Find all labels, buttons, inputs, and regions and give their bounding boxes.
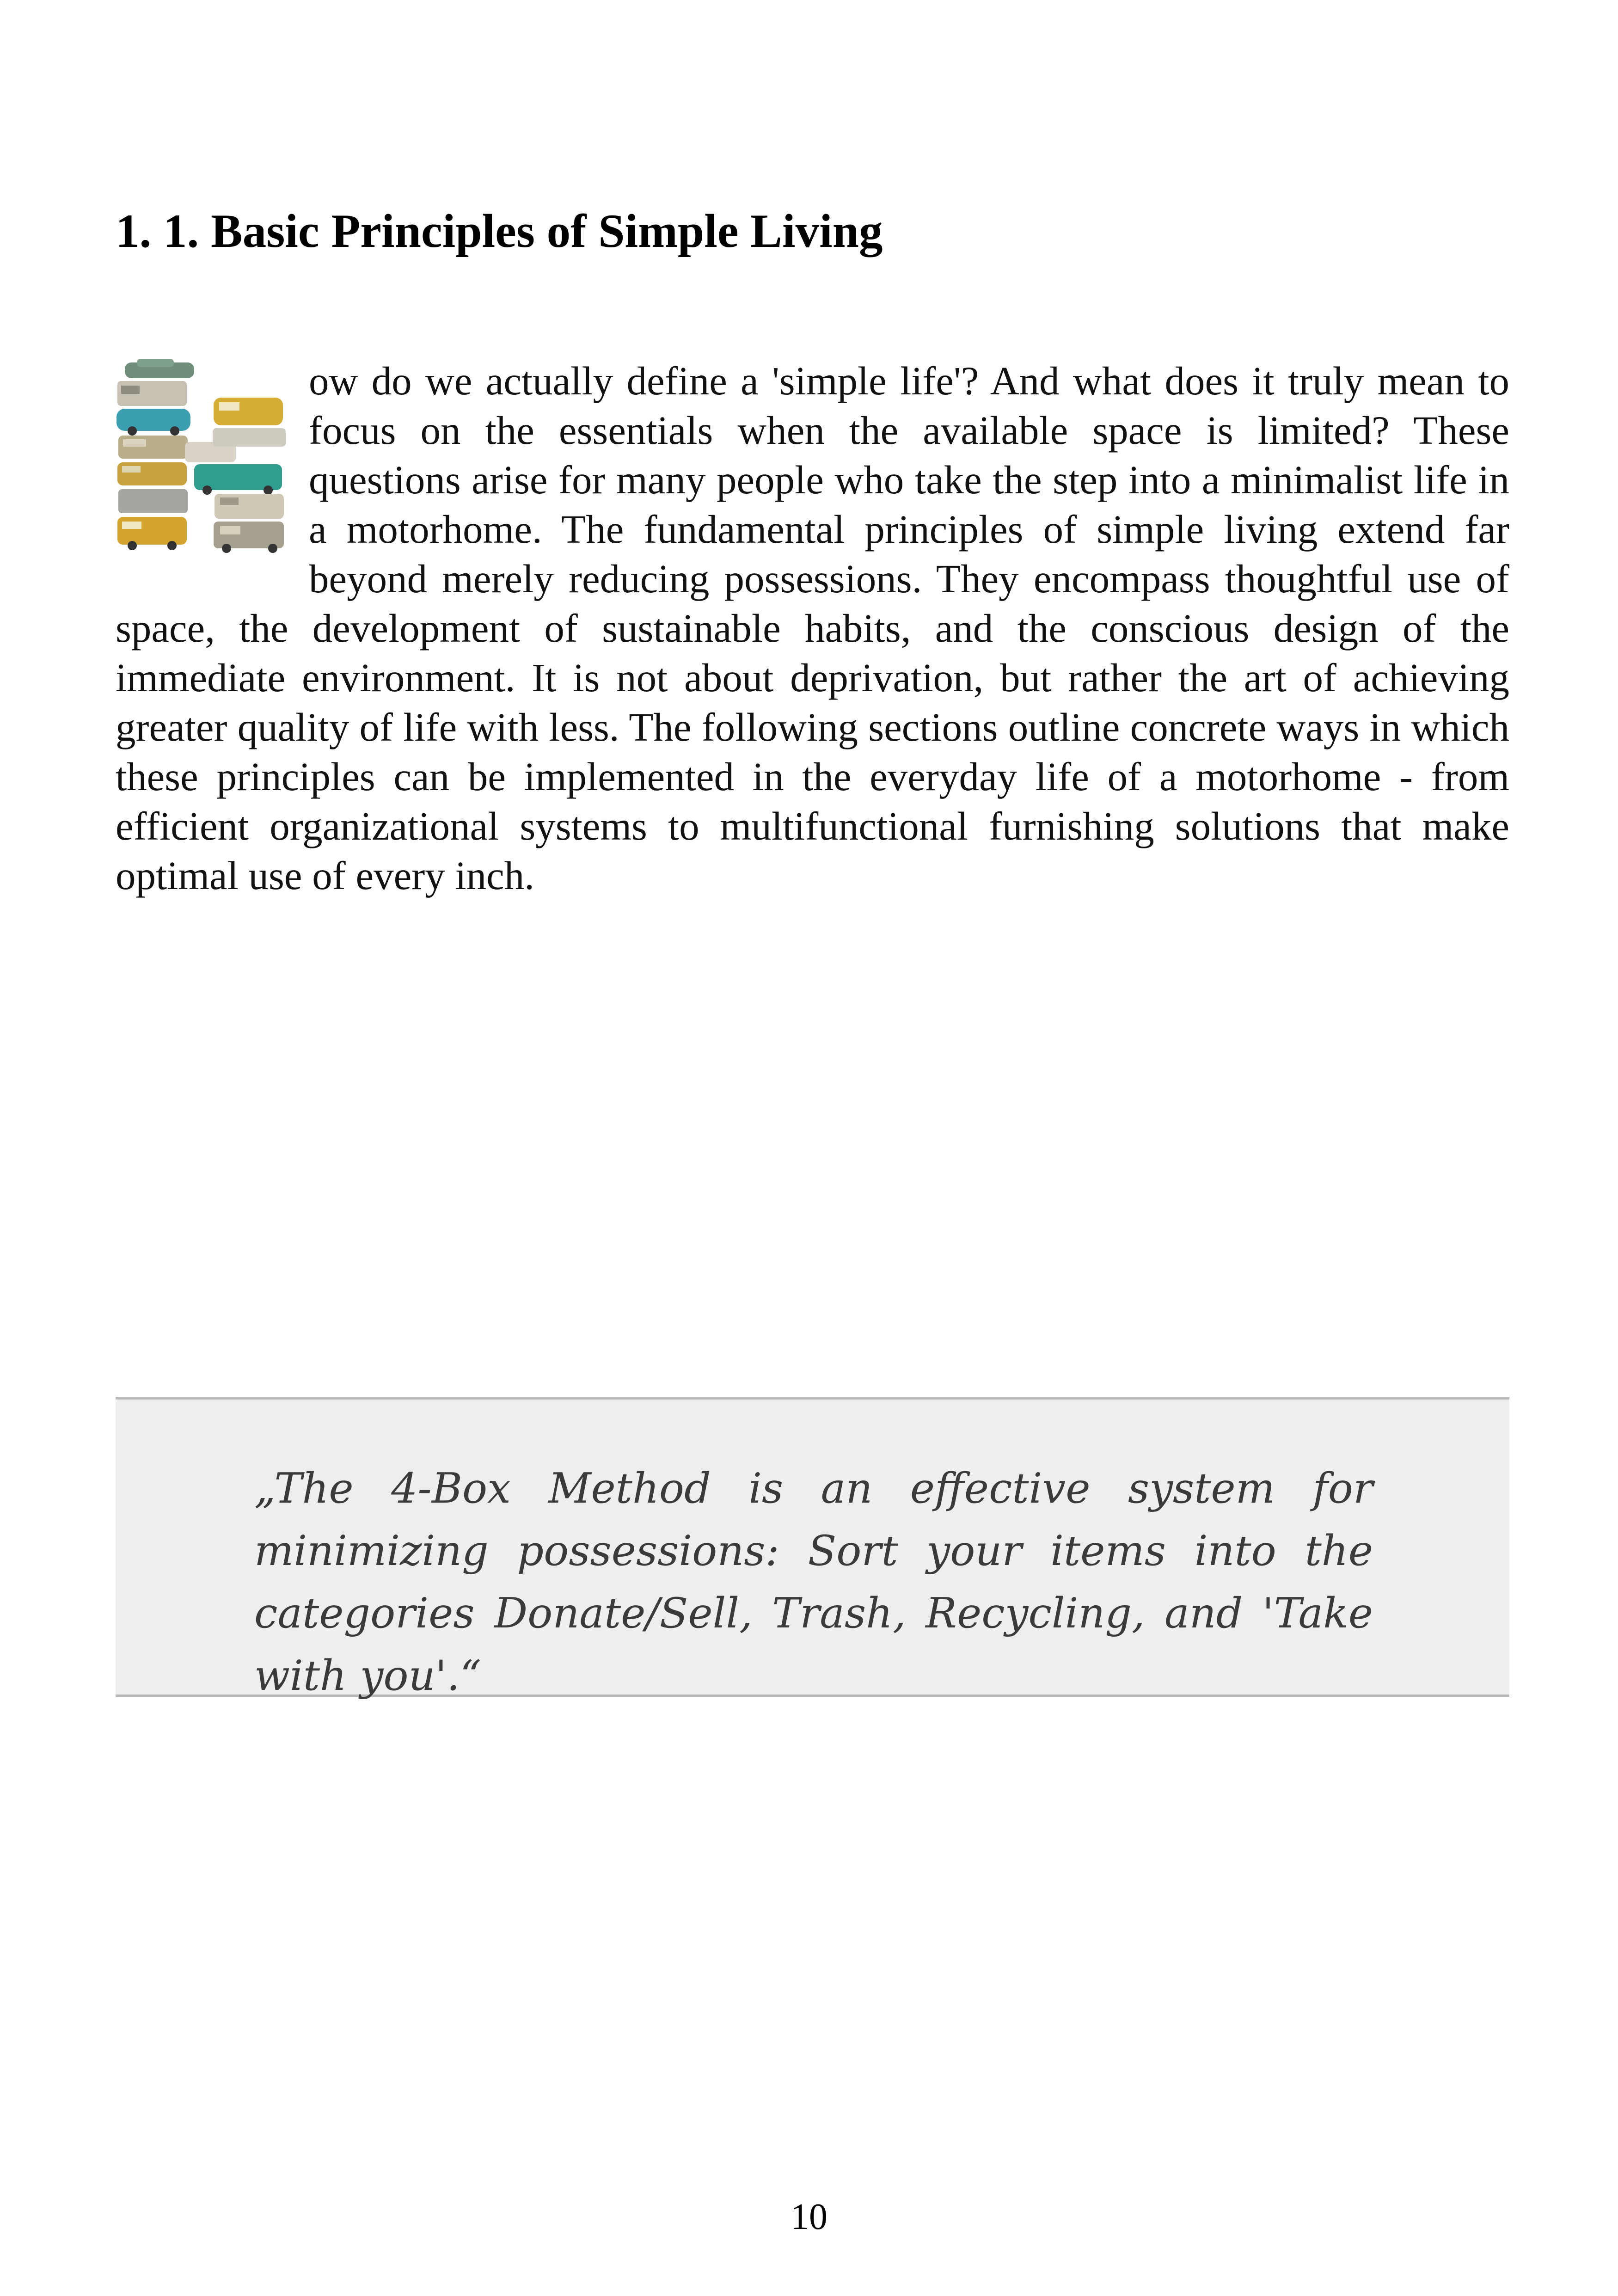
camper-van-stack-letter-h-icon bbox=[116, 359, 292, 555]
page-number: 10 bbox=[791, 2197, 827, 2237]
body-paragraph bbox=[116, 356, 1509, 900]
quote-text: „The 4-Box Method is an effective system for minimizing possessions: Sort your items into the categories Donate/Sell, Trash, Recycling, and 'Take with you'.“ bbox=[254, 1464, 1373, 1700]
body-paragraph-text: ow do we actually define a 'simple life'? And what does it truly mean to focus on the essentials when the available space is limited? These questions arise for many people who take the step into a minimalist life in a motorhome. The fundamental principles of simple living extend far beyond merely reducing possessions. They encompass thoughtful use of space, the development of sustainable habits, and the conscious design of the immediate environment. It is not about deprivation, but rather the art of achieving greater quality of life with less. The following sections outline concrete ways in which these principles can be implemented in the everyday life of a motorhome - from efficient organizational systems to multifunctional furnishing solutions that make optimal use of every inch. bbox=[116, 358, 1509, 898]
quote-box bbox=[116, 1397, 1509, 1700]
section-heading: 1. 1. Basic Principles of Simple Living bbox=[116, 205, 883, 258]
